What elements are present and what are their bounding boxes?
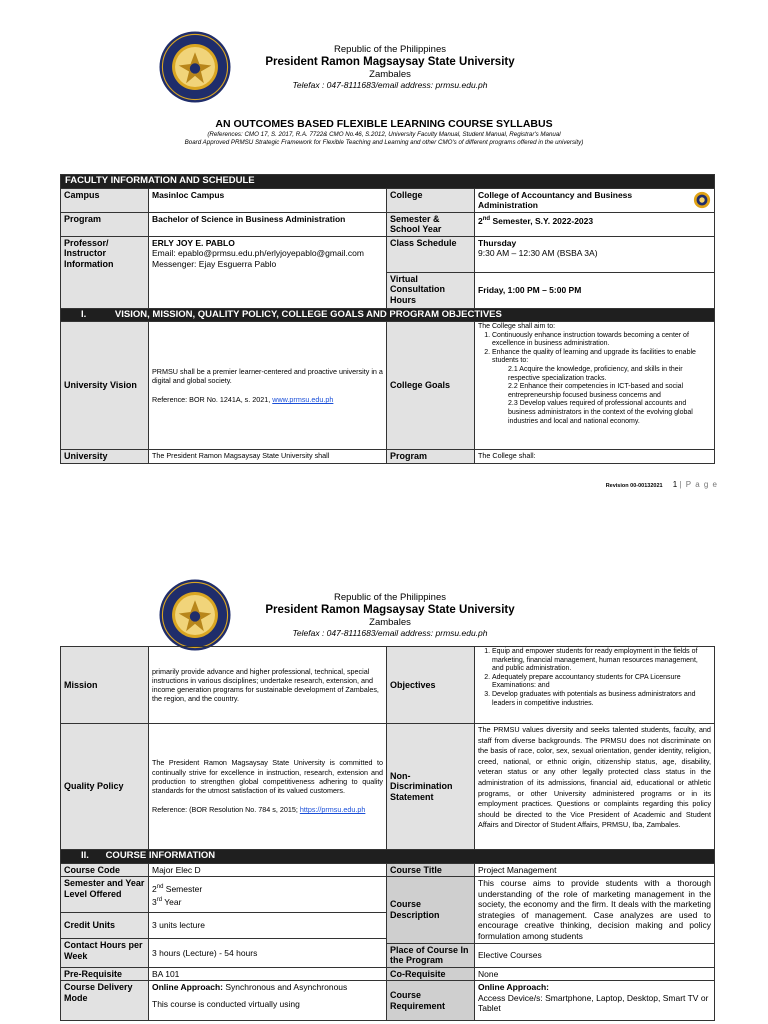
page-header <box>0 30 768 100</box>
semester-offered-number: 2 <box>152 884 157 894</box>
quality-policy-label: Quality Policy <box>61 724 149 850</box>
professor-email: Email: epablo@prmsu.edu.ph/erlyjoyepablo@gmail.com <box>152 248 364 258</box>
corequisite-label: Co-Requisite <box>387 967 475 981</box>
college-goal-2-text: Enhance the quality of learning and upgrade its facilities to enable students to: <box>492 348 696 365</box>
page-word: | P a g e <box>679 480 718 489</box>
course-requirement-text: Access Device/s: Smartphone, Laptop, Desktop, Smart TV or Tablet <box>478 992 709 1014</box>
college-name: College of Accountancy and Business Administration <box>478 189 633 210</box>
vision-reference <box>152 395 383 404</box>
college-goal-2-1: 2.1 Acquire the knowledge, proficiency, and skills in their respective specialization tracks. <box>508 366 711 383</box>
quality-policy-value <box>149 724 387 850</box>
campus-value: Masinloc Campus <box>149 188 387 212</box>
page-header-2 <box>0 578 768 648</box>
professor-messenger: Messenger: Ejay Esguerra Pablo <box>152 258 277 269</box>
university-mission-label: University <box>61 450 149 464</box>
course-requirement-heading: Online Approach: <box>478 982 549 993</box>
college-goal-1: 1. Continuously enhance instruction towards becoming a center of excellence in business administration. <box>492 332 711 349</box>
delivery-mode-heading: Online Approach: <box>152 982 223 993</box>
course-title-value: Project Management <box>475 863 715 877</box>
campus-label: Campus <box>61 188 149 212</box>
objective-3: 3. Develop graduates with potentials as business administrators and leaders in competitive industries. <box>492 691 711 708</box>
republic-line: Republic of the Philippines <box>334 592 446 603</box>
telefax-line: Telefax : 047-8111683/email address: prmsu.edu.ph <box>292 628 488 638</box>
class-schedule-value <box>475 236 715 272</box>
university-name: President Ramon Magsaysay State University <box>265 604 515 616</box>
non-discrimination-value: The PRMSU values diversity and seeks talented students, faculty, and staff from diverse backgrounds. The PRMSU does not discriminate on the basis of race, color, sex, sexual orientation, gender identity, religion, creed, national, or ethnic origin, citizenship status, age, disability, veteran status or any other legally protected class status in the administration of its admissions, financial aid, educational or athletic programs, or other University administered programs or in its employment practices. Questions or complaints regarding this policy should be directed to the Vice President of Academic and Student Affairs and Director of Student Affairs, PRMSU, Iba, Zambales. <box>475 724 715 850</box>
course-info-section-title: COURSE INFORMATION <box>105 850 216 861</box>
vision-reference-text: Reference: BOR No. 1241A, s. 2021, <box>152 395 273 405</box>
semester-offered-suffix: nd <box>156 884 164 891</box>
contact-hours-value: 3 hours (Lecture) - 54 hours <box>149 939 387 968</box>
vision-text: PRMSU shall be a premier learner-centered and proactive university in a digital and global society. <box>152 366 383 385</box>
mission-label: Mission <box>61 647 149 724</box>
program-objectives-start: The College shall: <box>475 450 715 464</box>
college-goals-label: College Goals <box>387 322 475 450</box>
program-label: Program <box>61 212 149 236</box>
course-info-section-number: II. <box>81 850 89 861</box>
university-vision-value <box>149 322 387 450</box>
place-in-program-label: Place of Course In the Program <box>387 943 475 967</box>
contact-hours-label: Contact Hours per Week <box>61 939 149 968</box>
class-time: 9:30 AM – 12:30 AM (BSBA 3A) <box>478 248 598 258</box>
semester-text: Semester, S.Y. 2022-2023 <box>490 215 594 226</box>
virtual-consultation-label: Virtual Consultation Hours <box>387 272 475 308</box>
program-value: Bachelor of Science in Business Administration <box>149 212 387 236</box>
prerequisite-label: Pre-Requisite <box>61 967 149 981</box>
college-goals-value <box>475 322 715 450</box>
course-code-label: Course Code <box>61 863 149 877</box>
vmgo-section-header <box>61 308 715 322</box>
course-description-label: Course Description <box>387 877 475 944</box>
course-info-section-header <box>61 850 715 864</box>
class-day: Thursday <box>478 237 517 248</box>
delivery-mode-note: This course is conducted virtually using <box>152 998 300 1009</box>
delivery-mode-label: Course Delivery Mode <box>61 981 149 1021</box>
corequisite-value: None <box>475 967 715 981</box>
virtual-consultation-value: Friday, 1:00 PM – 5:00 PM <box>475 272 715 308</box>
page-2 <box>0 570 768 1024</box>
vmgo-section-number: I. <box>81 308 87 320</box>
college-logo-icon <box>693 191 711 209</box>
college-goal-2-2: 2.2 Enhance their competencies in ICT-based and social entrepreneurship focused business concerns and <box>508 383 711 400</box>
college-goal-2 <box>492 349 711 426</box>
semester-suffix: nd <box>482 215 491 222</box>
course-requirement-value <box>475 981 715 1021</box>
goals-intro: The College shall aim to: <box>478 323 556 330</box>
revision-number: Revision 00-00132021 <box>605 483 663 489</box>
semester-offered <box>152 882 383 894</box>
vmgo-section-title: VISION, MISSION, QUALITY POLICY, COLLEGE GOALS AND PROGRAM OBJECTIVES <box>114 308 502 320</box>
province-line: Zambales <box>369 617 411 628</box>
vmgo-continued-table <box>60 646 715 1021</box>
college-goal-2-3: 2.3 Develop values required of professional accounts and business administrators in the context of the evolving global industries and local and national economy. <box>508 400 711 426</box>
delivery-mode-value <box>149 981 387 1021</box>
credit-units-label: Credit Units <box>61 913 149 939</box>
semester-number: 2 <box>478 215 483 226</box>
semester-offered-text: Semester <box>163 884 203 894</box>
page-1 <box>0 0 768 500</box>
page-number: 1 <box>672 480 678 489</box>
professor-info <box>149 236 387 308</box>
professor-name: ERLY JOY E. PABLO <box>152 237 235 248</box>
year-offered-suffix: rd <box>156 896 163 903</box>
faculty-section-header: FACULTY INFORMATION AND SCHEDULE <box>61 175 715 189</box>
course-code-value: Major Elec D <box>149 863 387 877</box>
quality-policy-link[interactable]: https://prmsu.edu.ph <box>299 805 366 815</box>
non-discrimination-label: Non-Discrimination Statement <box>387 724 475 850</box>
semester-year-label: Semester and Year Level Offered <box>61 877 149 913</box>
course-description-value: This course aims to provide students with a thorough understanding of the role of marketing management in the society, the economy and the firm. It deals with the marketing strategies of management. Case analyzes are used to encourage creative thinking, decision making and policy formulation among students <box>475 877 715 944</box>
professor-label: Professor/ Instructor Information <box>61 236 149 308</box>
vision-reference-link[interactable]: www.prmsu.edu.ph <box>272 395 334 405</box>
delivery-mode-approach <box>152 982 383 993</box>
page-footer <box>606 480 718 489</box>
university-name: President Ramon Magsaysay State University <box>265 56 515 68</box>
semester-year-value <box>149 877 387 913</box>
objectives-label: Objectives <box>387 647 475 724</box>
telefax-line: Telefax : 047-8111683/email address: prmsu.edu.ph <box>292 80 488 90</box>
college-label: College <box>387 188 475 212</box>
year-offered-number: 3 <box>152 896 157 907</box>
university-vision-label: University Vision <box>61 322 149 450</box>
objective-1: 1. Equip and empower students for ready employment in the fields of marketing, financial management, human resources management, and public administration. <box>492 648 711 674</box>
place-in-program-value: Elective Courses <box>475 943 715 967</box>
mission-value: primarily provide advance and higher professional, technical, special instructions in various disciplines; undertake research, extension, and income generation programs for sustainable development of Zambales, the region, and the country. <box>149 647 387 724</box>
objectives-value <box>475 647 715 724</box>
semester-value <box>475 212 715 236</box>
year-offered <box>152 895 383 907</box>
course-requirement-label: Course Requirement <box>387 981 475 1021</box>
syllabus-references-line-2: Board Approved PRMSU Strategic Framework for Flexible Teaching and Learning and other CMO's of different programs offered in the university) <box>184 139 584 146</box>
quality-policy-reference <box>152 805 383 814</box>
course-title-label: Course Title <box>387 863 475 877</box>
syllabus-references-line-1: (References: CMO 17, S. 2017, R.A. 7722& CMO No.46, S.2012, University Faculty Manual, Student Manual, Registrar's Manual <box>207 131 561 138</box>
university-mission-start: The President Ramon Magsaysay State University shall <box>149 450 387 464</box>
syllabus-title: AN OUTCOMES BASED FLEXIBLE LEARNING COURSE SYLLABUS <box>215 118 553 130</box>
objective-2: 2. Adequately prepare accountancy students for CPA Licensure Examinations: and <box>492 674 711 691</box>
prerequisite-value: BA 101 <box>149 967 387 981</box>
faculty-information-table <box>60 174 715 464</box>
semester-label: Semester & School Year <box>387 212 475 236</box>
quality-policy-text: The President Ramon Magsaysay State University is committed to continually strive for excellence in instruction, research, extension and production to strengthen global competitiveness adhering to quality standards for the utmost satisfaction of its valued customers. <box>152 758 383 796</box>
quality-policy-reference-text: Reference: (BOR Resolution No. 784 s, 2015; <box>152 805 300 815</box>
year-offered-text: Year <box>162 896 182 907</box>
class-schedule-label: Class Schedule <box>387 236 475 272</box>
college-value <box>475 188 715 212</box>
province-line: Zambales <box>369 69 411 80</box>
credit-units-value: 3 units lecture <box>149 913 387 939</box>
republic-line: Republic of the Philippines <box>334 44 446 55</box>
delivery-mode-text: Synchronous and Asynchronous <box>223 982 348 993</box>
program-objectives-label: Program <box>387 450 475 464</box>
